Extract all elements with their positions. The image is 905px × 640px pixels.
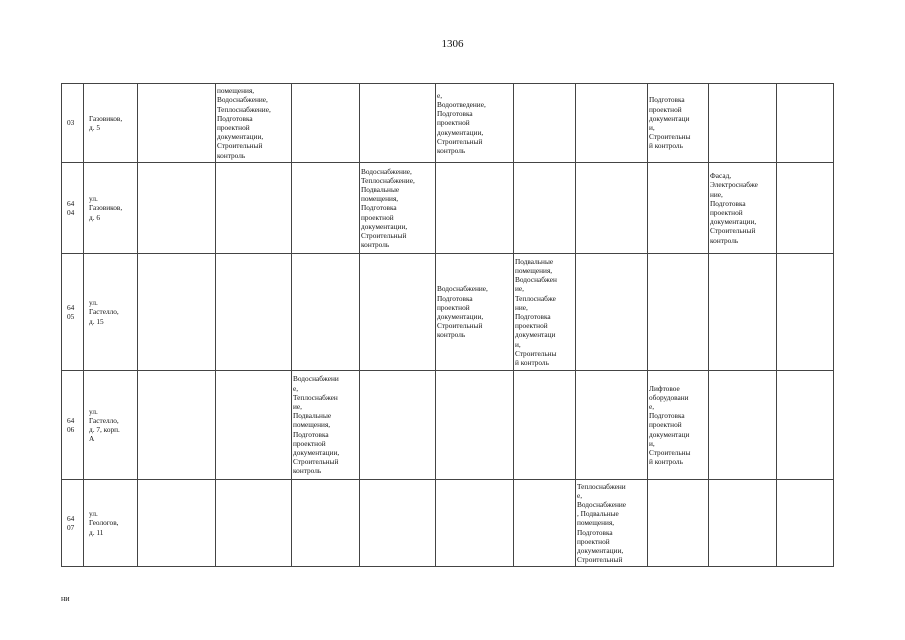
work-cell: Фасад, Электроснабже ние, Подготовка проектной документации, Строительный контроль (709, 163, 777, 254)
table-cell (514, 163, 576, 254)
table-cell (709, 371, 777, 480)
table-cell (777, 163, 834, 254)
table-cell (138, 254, 216, 371)
work-cell: помещения, Водоснабжение, Теплоснабжение, Подготовка проектной документации, Строительный контроль (216, 84, 292, 163)
table-cell (436, 480, 514, 567)
address-cell: ул. Газовиков, д. 6 (84, 163, 138, 254)
table-cell (576, 163, 648, 254)
work-cell: е, Водоотведение, Подготовка проектной документации, Строительный контроль (436, 84, 514, 163)
table-cell (777, 371, 834, 480)
table-cell (576, 84, 648, 163)
row-number: 64 07 (62, 480, 84, 567)
table-cell (292, 480, 360, 567)
table-cell (138, 84, 216, 163)
table-cell (436, 163, 514, 254)
table-cell (436, 371, 514, 480)
work-cell: Теплоснабжени e, Водоснабжение , Подвальные помещения, Подготовка проектной документации, Строительный (576, 480, 648, 567)
row-number: 03 (62, 84, 84, 163)
work-cell: Подготовка проектной документаци и, Строительны й контроль (648, 84, 709, 163)
table-cell (138, 480, 216, 567)
repair-schedule-table (61, 83, 834, 567)
table-cell (576, 371, 648, 480)
table-cell (138, 163, 216, 254)
table-cell (576, 254, 648, 371)
work-cell: Водоснабжение, Подготовка проектной документации, Строительный контроль (436, 254, 514, 371)
table-cell (648, 254, 709, 371)
footer-mark: ни (61, 594, 70, 603)
work-cell: Водоснабжени e, Теплоснабжен ие, Подвальные помещения, Подготовка проектной документации, Строительный контроль (292, 371, 360, 480)
row-number: 64 05 (62, 254, 84, 371)
table-cell (514, 84, 576, 163)
address-cell: ул. Геологов, д. 11 (84, 480, 138, 567)
table-cell (777, 84, 834, 163)
table-cell (292, 254, 360, 371)
table-row (62, 480, 834, 567)
table-cell (648, 163, 709, 254)
table-cell (292, 84, 360, 163)
table-cell (216, 371, 292, 480)
table-cell (360, 254, 436, 371)
table-cell (709, 84, 777, 163)
table-cell (709, 480, 777, 567)
address-cell: Газовиков, д. 5 (84, 84, 138, 163)
table-cell (777, 254, 834, 371)
work-cell: Лифтовое оборудовани e, Подготовка проектной документаци и, Строительны й контроль (648, 371, 709, 480)
table-row (62, 254, 834, 371)
table-cell (648, 480, 709, 567)
table-cell (138, 371, 216, 480)
address-cell: ул. Гастелло, д. 7, корп. А (84, 371, 138, 480)
row-number: 64 06 (62, 371, 84, 480)
table-cell (709, 254, 777, 371)
table-cell (360, 371, 436, 480)
table-cell (360, 84, 436, 163)
table-cell (216, 163, 292, 254)
table-cell (514, 480, 576, 567)
table-cell (292, 163, 360, 254)
table-row (62, 84, 834, 163)
work-cell: Водоснабжение, Теплоснабжение, Подвальные помещения, Подготовка проектной документации, Строительный контроль (360, 163, 436, 254)
table-cell (514, 371, 576, 480)
table-cell (360, 480, 436, 567)
work-cell: Подвальные помещения, Водоснабжен ие, Теплоснабже ние, Подготовка проектной документаци и, Строительны й контроль (514, 254, 576, 371)
table-cell (216, 254, 292, 371)
table-row (62, 163, 834, 254)
address-cell: ул. Гастелло, д. 15 (84, 254, 138, 371)
table-cell (216, 480, 292, 567)
table-cell (777, 480, 834, 567)
row-number: 64 04 (62, 163, 84, 254)
page-number: 1306 (441, 38, 464, 50)
table-row (62, 371, 834, 480)
